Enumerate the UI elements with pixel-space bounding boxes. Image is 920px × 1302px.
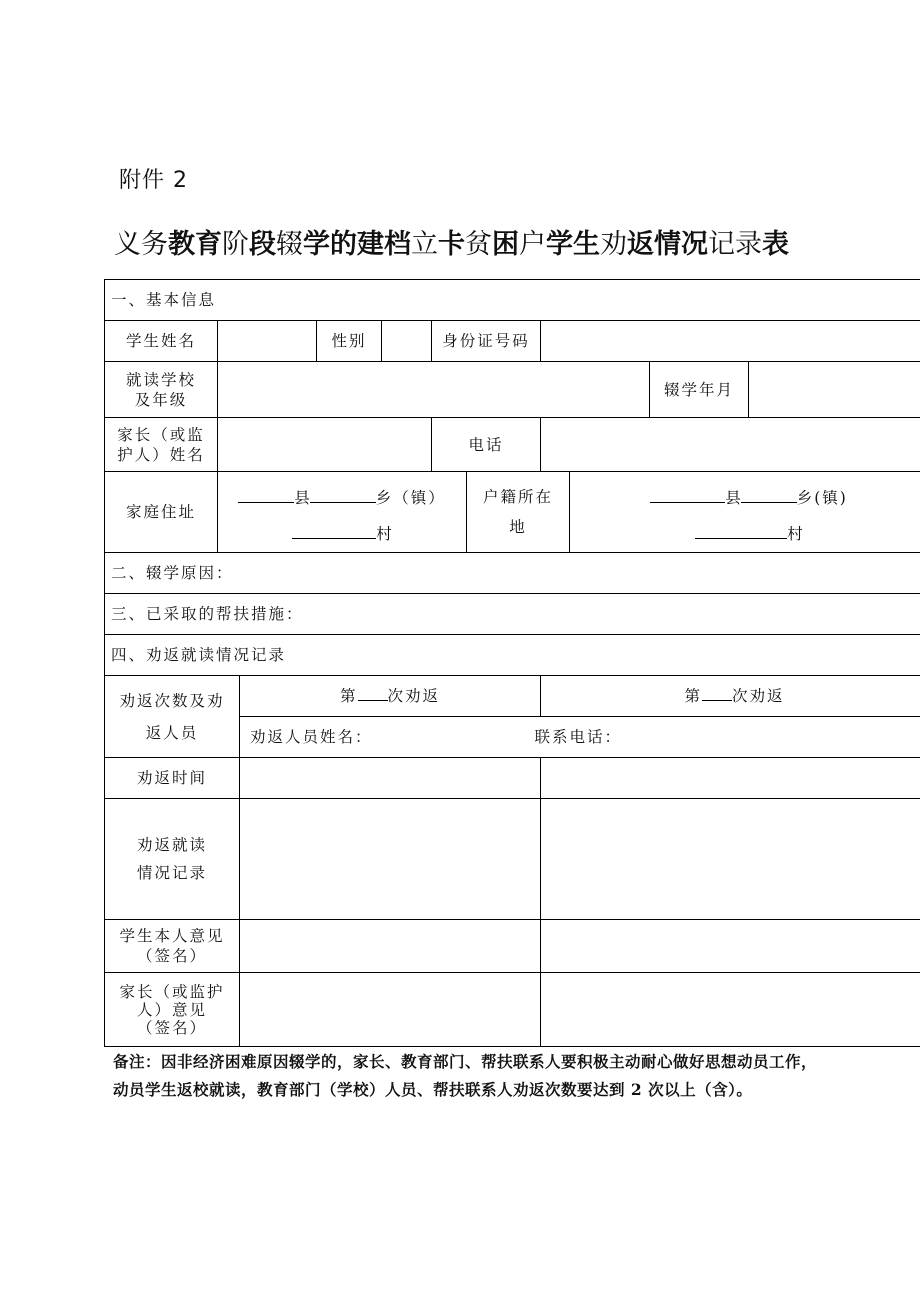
record-form-table [104,279,920,1047]
title-part: 立 [411,229,438,260]
village-blank[interactable] [695,524,787,539]
title-part: 情况 [654,229,708,260]
huji-address-field[interactable] [570,472,920,553]
page-title [114,222,789,261]
township-blank[interactable] [310,488,376,503]
title-part: 阶 [222,229,249,260]
county-text: 县 [725,489,741,507]
title-part: 学的 [303,229,357,260]
guardian-label-line: 护人）姓名 [117,445,205,464]
student-opinion-field-1[interactable] [240,920,541,973]
persuade-count-label [105,676,240,758]
nth-prefix: 第 [684,687,703,705]
phone-field[interactable] [541,418,920,472]
title-part: 贫 [465,229,492,260]
persuader-name-label: 劝返人员姓名： [250,728,373,746]
record-label-line: 劝返就读 [136,836,207,854]
persuade-count-label-line: 劝返次数及劝 [119,691,225,710]
title-part: 辍 [276,229,303,260]
township-text: 乡(镇) [796,489,848,507]
student-name-label: 学生姓名 [105,321,218,362]
school-grade-label-line: 及年级 [134,390,188,409]
record-label-line: 情况记录 [136,864,207,882]
nth-prefix: 第 [339,687,358,705]
home-address-field[interactable] [218,472,467,553]
village-blank[interactable] [292,524,376,539]
county-blank[interactable] [238,488,294,503]
title-part: 义务 [114,229,168,260]
nth-suffix: 次劝返 [732,687,785,705]
section-support-measures[interactable]: 三、已采取的帮扶措施： [105,594,920,635]
record-field-2[interactable] [541,799,920,920]
huji-label-line: 户籍所在 [482,488,553,506]
county-text: 县 [294,489,310,507]
school-grade-label [105,362,218,418]
record-field-1[interactable] [240,799,541,920]
title-part: 困 [492,229,519,260]
student-opinion-field-2[interactable] [541,920,920,973]
round-number-blank[interactable] [702,686,732,701]
student-opinion-label-line: 学生本人意见 [119,927,225,945]
section-persuasion-record: 四、劝返就读情况记录 [105,635,920,676]
parent-opinion-field-1[interactable] [240,973,541,1047]
gender-field[interactable] [382,321,432,362]
title-part: 劝 [600,229,627,260]
id-number-field[interactable] [541,321,920,362]
parent-opinion-label-line: （签名） [136,1018,207,1037]
record-label [105,799,240,920]
nth-suffix: 次劝返 [387,687,441,705]
guardian-name-field[interactable] [218,418,432,472]
school-grade-label-line: 就读学校 [125,370,196,389]
township-text: 乡（镇） [375,489,446,507]
parent-opinion-label [105,973,240,1047]
gender-label: 性别 [317,321,382,362]
guardian-name-label [105,418,218,472]
round-number-blank[interactable] [358,686,388,701]
title-part: 返 [627,229,654,260]
title-part: 户 [519,229,546,260]
parent-opinion-label-line: 家长（或监护 [119,982,225,1001]
home-address-label: 家庭住址 [105,472,218,553]
village-text: 村 [787,525,803,543]
phone-label: 电话 [432,418,541,472]
guardian-label-line: 家长（或监 [117,425,205,444]
title-part: 学生 [546,229,600,260]
section-basic-info: 一、基本信息 [105,280,920,321]
footnote: 备注：因非经济困难原因辍学的，家长、教育部门、帮扶联系人要积极主动耐心做好思想动员工作，动员学生返校就读，教育部门（学校）人员、帮扶联系人劝返次数要达到 2 次以上（含）。 [113,1052,818,1099]
persuade-count-label-line: 返人员 [145,723,199,742]
student-opinion-label-line: （签名） [136,947,207,965]
parent-opinion-field-2[interactable] [541,973,920,1047]
title-part: 表 [762,229,789,260]
dropout-date-field[interactable] [749,362,920,418]
huji-label [467,472,570,553]
title-part: 记录 [708,229,762,260]
section-dropout-reason[interactable]: 二、辍学原因： [105,553,920,594]
contact-phone-label: 联系电话： [534,728,623,746]
attachment-label: 附件 2 [119,168,188,193]
id-number-label: 身份证号码 [432,321,541,362]
village-text: 村 [376,525,392,543]
persuade-time-label: 劝返时间 [105,758,240,799]
first-round-header[interactable] [240,676,541,717]
student-name-field[interactable] [218,321,317,362]
title-part: 卡 [438,229,465,260]
student-opinion-label [105,920,240,973]
school-grade-field[interactable] [218,362,650,418]
parent-opinion-label-line: 人）意见 [136,1000,207,1019]
title-part: 教育 [168,229,222,260]
township-blank[interactable] [741,488,797,503]
title-part: 段 [249,229,276,260]
persuader-info-field[interactable] [240,717,920,758]
persuade-time-field-1[interactable] [240,758,541,799]
persuade-time-field-2[interactable] [541,758,920,799]
second-round-header[interactable] [541,676,920,717]
title-part: 建档 [357,229,411,260]
dropout-date-label: 辍学年月 [650,362,749,418]
huji-label-line: 地 [509,518,527,536]
county-blank[interactable] [650,488,725,503]
